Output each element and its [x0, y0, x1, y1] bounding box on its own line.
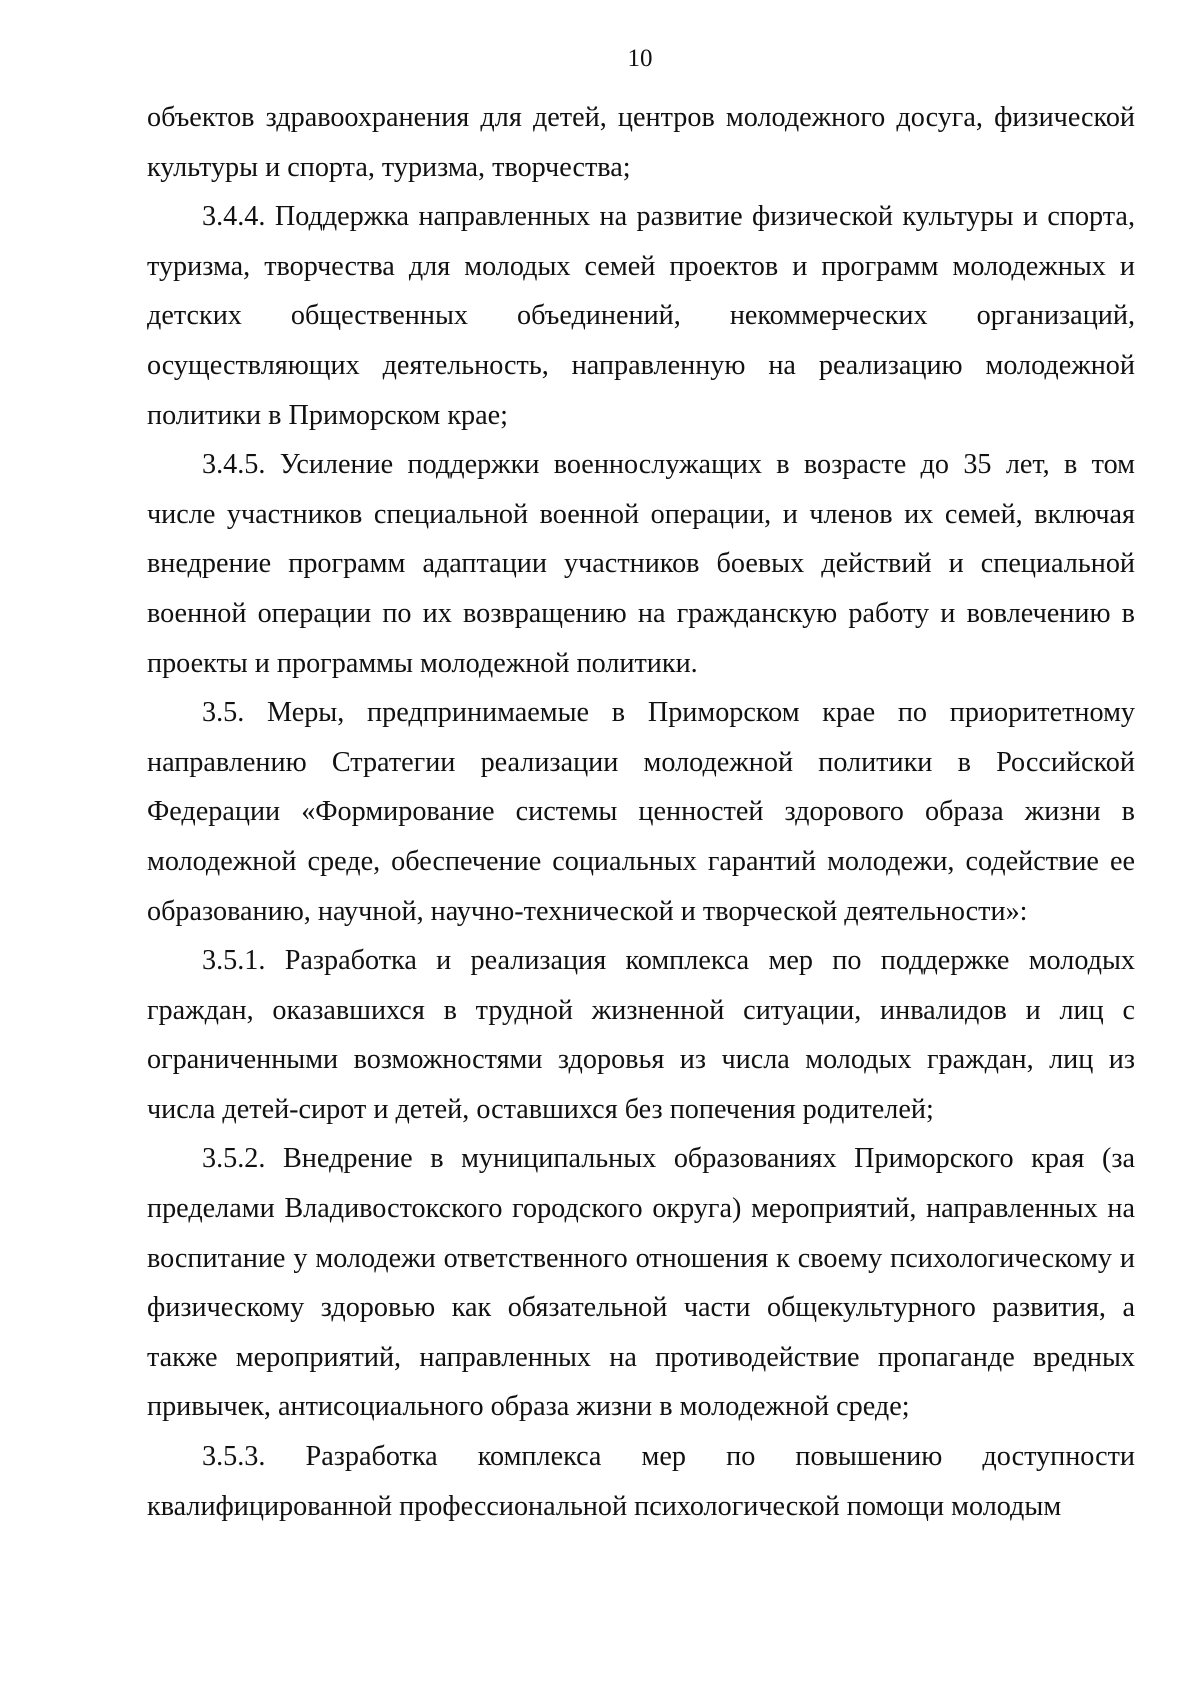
paragraph-3-5-1: 3.5.1. Разработка и реализация комплекса мер по поддержке молодых граждан, оказавшихся в трудной жизненной ситуации, инвалидов и лиц с ограниченными возможностями здоровья из числа молодых граждан, лиц из числа детей-сирот и детей, оставшихся без попечения родителей; — [147, 945, 1135, 1125]
paragraph-3-5-2: 3.5.2. Внедрение в муниципальных образованиях Приморского края (за пределами Владивостокского городского округа) мероприятий, направленных на воспитание у молодежи ответственного отношения к своему психологическому и физическому здоровью как обязательной части общекультурного развития, а также мероприятий, направленных на противодействие пропаганде вредных привычек, антисоциального образа жизни в молодежной среде; — [147, 1143, 1135, 1423]
document-body — [147, 93, 1135, 1531]
paragraph-3-4-5: 3.4.5. Усиление поддержки военнослужащих в возрасте до 35 лет, в том числе участников специальной военной операции, и членов их семей, включая внедрение программ адаптации участников боевых действий и специальной военной операции по их возвращению на гражданскую работу и вовлечению в проекты и программы молодежной политики. — [147, 449, 1135, 679]
paragraph-continuation: объектов здравоохранения для детей, центров молодежного досуга, физической культуры и спорта, туризма, творчества; — [147, 102, 1135, 183]
paragraph-3-5-3: 3.5.3. Разработка комплекса мер по повышению доступности квалифицированной профессиональной психологической помощи молодым — [147, 1441, 1135, 1522]
paragraph-3-5: 3.5. Меры, предпринимаемые в Приморском крае по приоритетному направлению Стратегии реализации молодежной политики в Российской Федерации «Формирование системы ценностей здорового образа жизни в молодежной среде, обеспечение социальных гарантий молодежи, содействие ее образованию, научной, научно-технической и творческой деятельности»: — [147, 697, 1135, 927]
page-number: 10 — [627, 45, 653, 72]
paragraph-3-4-4: 3.4.4. Поддержка направленных на развитие физической культуры и спорта, туризма, творчества для молодых семей проектов и программ молодежных и детских общественных объединений, некоммерческих организаций, осуществляющих деятельность, направленную на реализацию молодежной политики в Приморском крае; — [147, 201, 1135, 431]
